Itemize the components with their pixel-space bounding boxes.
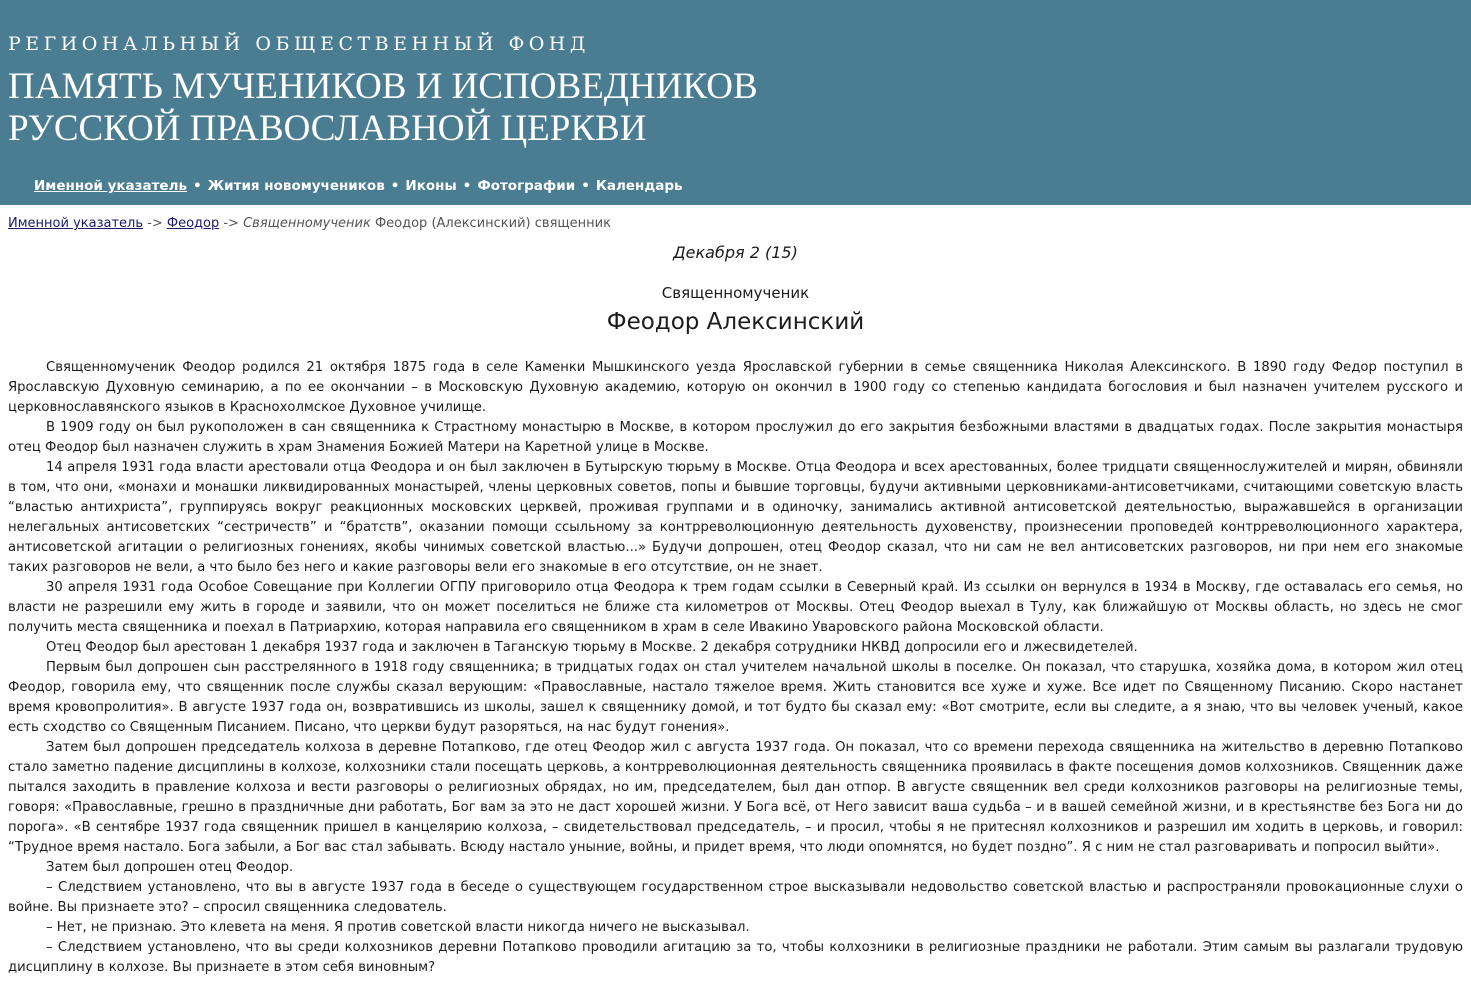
breadcrumb-link-feodor[interactable]: Феодор: [166, 216, 220, 231]
paragraph: Затем был допрошен председатель колхоза в деревне Потапково, где отец Феодор жил с августа 1937 года. Он показал, что со времени перехода священника на жительство в деревню Потапково стало заметно падение дисциплины в колхозе, колхозники стали посещать церковь, а контрреволюционная деятельность священника проявилась в факте посещения домов колхозников. Священник даже пытался заходить в правление колхоза и вести разговоры о религиозных обрядах, но им, председателем, был дан отпор. В августе священник вел среди колхозников разговоры на религиозные темы, говоря: «Православные, грешно в праздничные дни работать, Бог вам за это не даст хорошей жизни. У Бога всё, от Него зависит ваша судьба – и в вашей семейной жизни, и в крестьянстве без Бога ни до порога». «В сентябре 1937 года священник пришел в канцелярию колхоза, – свидетельствовал председатель, – и просил, чтобы я не притеснял колхозников и разрешил им ходить в церковь, и говорил: “Трудное время настало. Бога забыли, а Бог вас стал забывать. Всюду настало уныние, войны, и придет время, что люди опомнятся, но будет поздно”. Я с ним не стал разговаривать и попросил выйти».: [8, 740, 1463, 855]
nav-item-icons[interactable]: Иконы: [405, 178, 457, 194]
saint-rank: Священномученик: [661, 284, 810, 302]
nav-separator: •: [462, 178, 472, 194]
site-title[interactable]: [8, 66, 758, 150]
nav-separator: •: [390, 178, 400, 194]
breadcrumb-arrow: ->: [147, 216, 163, 231]
paragraph: Затем был допрошен отец Феодор.: [46, 860, 294, 875]
paragraph: – Нет, не признаю. Это клевета на меня. Я против советской власти никогда ничего не высказывал.: [46, 920, 750, 935]
nav-item-lives[interactable]: Жития новомучеников: [207, 178, 385, 194]
nav-item-calendar[interactable]: Календарь: [595, 178, 683, 194]
paragraph: Священномученик Феодор родился 21 октября 1875 года в селе Каменки Мышкинского уезда Ярославской губернии в семье священника Николая Алексинского. В 1890 году Федор поступил в Ярославскую Духовную семинарию, а по ее окончании – в Московскую Духовную академию, которую он окончил в 1900 году со степенью кандидата богословия и был назначен учителем русского и церковнославянского языков в Краснохолмское Духовное училище.: [8, 360, 1463, 415]
paragraph: В 1909 году он был рукоположен в сан священника к Страстному монастырю в Москве, в котором прослужил до его закрытия безбожными властями в двадцатых годах. После закрытия монастыря отец Феодор был назначен служить в храм Знамения Божией Матери на Каретной улице в Москве.: [8, 420, 1463, 455]
paragraph: Отец Феодор был арестован 1 декабря 1937 года и заключен в Таганскую тюрьму в Москве. 2 декабря сотрудники НКВД допросили его и лжесвидетелей.: [46, 640, 1138, 655]
site-title-line-2: РУССКОЙ ПРАВОСЛАВНОЙ ЦЕРКВИ: [8, 108, 647, 149]
paragraph: 14 апреля 1931 года власти арестовали отца Феодора и он был заключен в Бутырскую тюрьму в Москве. Отца Феодора и всех арестованных, более тридцати священнослужителей и мирян, обвиняли в том, что они, «монахи и монашки ликвидированных монастырей, члены церковных советов, попы и бывшие торговцы, будучи активными церковниками-антисоветчиками, считающими советскую власть “властью антихриста”, группируясь вокруг реакционных московских церквей, проживая группами и в одиночку, занимались активной антисоветской деятельностью, выражавшейся в организации нелегальных антисоветских “сестричеств” и “братств”, оказании помощи ссыльному за контрреволюционную деятельность духовенству, произнесении проповедей контрреволюционного характера, антисоветской агитации о религиозных гонениях, якобы чинимых советской властью...» Будучи допрошен, отец Феодор сказал, что ни сам не вел антисоветских разговоров, ни при нем его знакомые таких разговоров не вели, а что было без него и какие разговоры вели его знакомые в его отсутствие, он не знает.: [8, 460, 1463, 575]
feast-date: Декабря 2 (15): [673, 243, 798, 262]
nav-separator: •: [581, 178, 590, 194]
saint-name: Феодор Алексинский: [606, 309, 865, 335]
breadcrumb-current-rank: Священномученик: [243, 216, 371, 231]
main-nav: [34, 178, 683, 194]
site-title-line-1: ПАМЯТЬ МУЧЕНИКОВ И ИСПОВЕДНИКОВ: [8, 66, 758, 107]
paragraph: – Следствием установлено, что вы среди колхозников деревни Потапково проводили агитацию за то, чтобы колхозники в религиозные праздники не работали. Этим самым вы разлагали трудовую дисциплину в колхозе. Вы признаете в этом себя виновным?: [8, 940, 1463, 975]
nav-item-name-index[interactable]: Именной указатель: [34, 178, 188, 194]
breadcrumb: [8, 216, 611, 231]
biography-text: [8, 358, 1463, 978]
site-header: [0, 0, 1471, 205]
paragraph: Первым был допрошен сын расстрелянного в 1918 году священника; в тридцатых годах он стал учителем начальной школы в поселке. Он показал, что старушка, хозяйка дома, в котором жил отец Феодор, говорила ему, что священник после службы сказал верующим: «Православные, настало тяжелое время. Жить становится все хуже и хуже. Все идет по Священному Писанию. Скоро настанет время кровопролития». В августе 1937 года он, возвратившись из школы, зашел к священнику домой, и тот будто бы сказал ему: «Вот смотрите, если вы следите, а я знаю, что вы человек ученый, какое есть сходство со Священным Писанием. Писано, что церкви будут разоряться, на нас будут гонения».: [8, 660, 1463, 735]
site-subtitle: РЕГИОНАЛЬНЫЙ ОБЩЕСТВЕННЫЙ ФОНД: [8, 33, 590, 55]
breadcrumb-link-name-index[interactable]: Именной указатель: [8, 216, 143, 231]
breadcrumb-current-name: Феодор (Алексинский) священник: [374, 216, 611, 231]
paragraph: – Следствием установлено, что вы в августе 1937 года в беседе о существующем государственном строе высказывали недовольство советской властью и распространяли провокационные слухи о войне. Вы признаете это? – спросил священника следователь.: [8, 880, 1463, 915]
paragraph: 30 апреля 1931 года Особое Совещание при Коллегии ОГПУ приговорило отца Феодора к трем годам ссылки в Северный край. Из ссылки он вернулся в 1934 в Москву, где оставалась его семья, но власти не разрешили ему жить в городе и заявили, что он может поселиться не ближе ста километров от Москвы. Отец Феодор выехал в Тулу, как ближайшую от Москвы область, но здесь не смог получить места священника и поехал в Патриархию, которая направила его священником в храм в селе Ивакино Уваровского района Московской области.: [8, 580, 1463, 635]
nav-separator: •: [193, 178, 202, 194]
breadcrumb-arrow: ->: [223, 216, 239, 231]
nav-item-photos[interactable]: Фотографии: [477, 178, 576, 194]
